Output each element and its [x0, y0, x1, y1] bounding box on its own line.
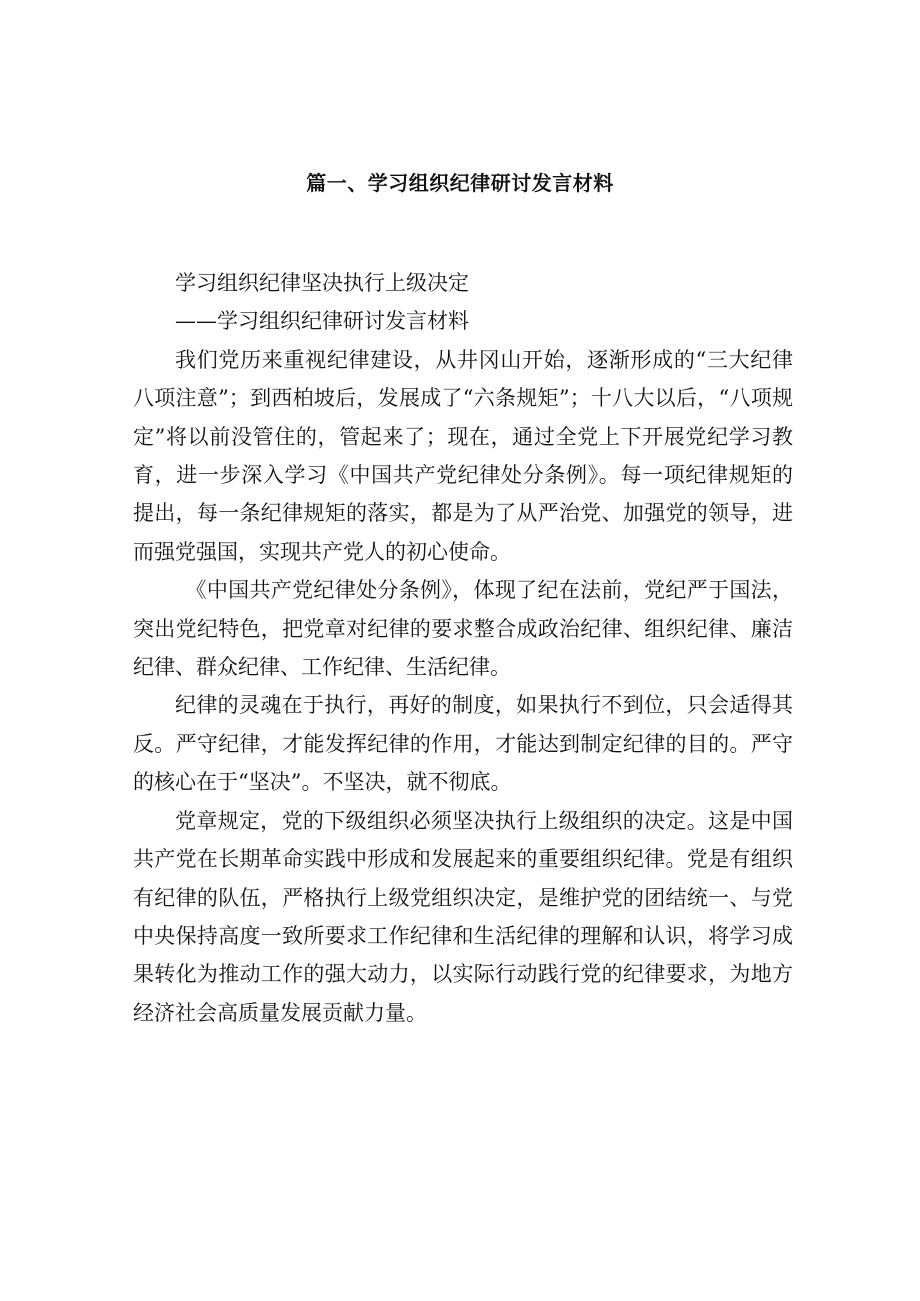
- body-paragraph: 党章规定，党的下级组织必须坚决执行上级组织的决定。这是中国共产党在长期革命实践中形成和发展起来的重要组织纪律。党是有组织有纪律的队伍，严格执行上级党组织决定，是维护党的团结统一、与党中央保持高度一致所要求工作纪律和生活纪律的理解和认识，将学习成果转化为推动工作的强大动力，以实际行动践行党的纪律要求，为地方经济社会高质量发展贡献力量。: [133, 808, 793, 1025]
- body-paragraph: 我们党历来重视纪律建设，从井冈山开始，逐渐形成的“三大纪律八项注意”；到西柏坡后，发展成了“六条规矩”；十八大以后，“八项规定”将以前没管住的，管起来了；现在，通过全党上下开展党纪学习教育，进一步深入学习《中国共产党纪律处分条例》。每一项纪律规矩的提出，每一条纪律规矩的落实，都是为了从严治党、加强党的领导，进而强党强国，实现共产党人的初心使命。: [133, 347, 793, 564]
- document-subtitle-line2: ——学习组织纪律研讨发言材料: [175, 309, 469, 334]
- document-subtitle: 学习组织纪律坚决执行上级决定: [175, 271, 469, 295]
- body-paragraph: 纪律的灵魂在于执行，再好的制度，如果执行不到位，只会适得其反。严守纪律，才能发挥纪律的作用，才能达到制定纪律的目的。严守的核心在于“坚决”。不坚决，就不彻底。: [133, 693, 793, 795]
- document-title: 篇一、学习组织纪律研讨发言材料: [306, 171, 614, 195]
- document-body: [133, 264, 793, 1032]
- body-paragraph: 《中国共产党纪律处分条例》，体现了纪在法前，党纪严于国法，突出党纪特色，把党章对纪律的要求整合成政治纪律、组织纪律、廉洁纪律、群众纪律、工作纪律、生活纪律。: [133, 578, 793, 680]
